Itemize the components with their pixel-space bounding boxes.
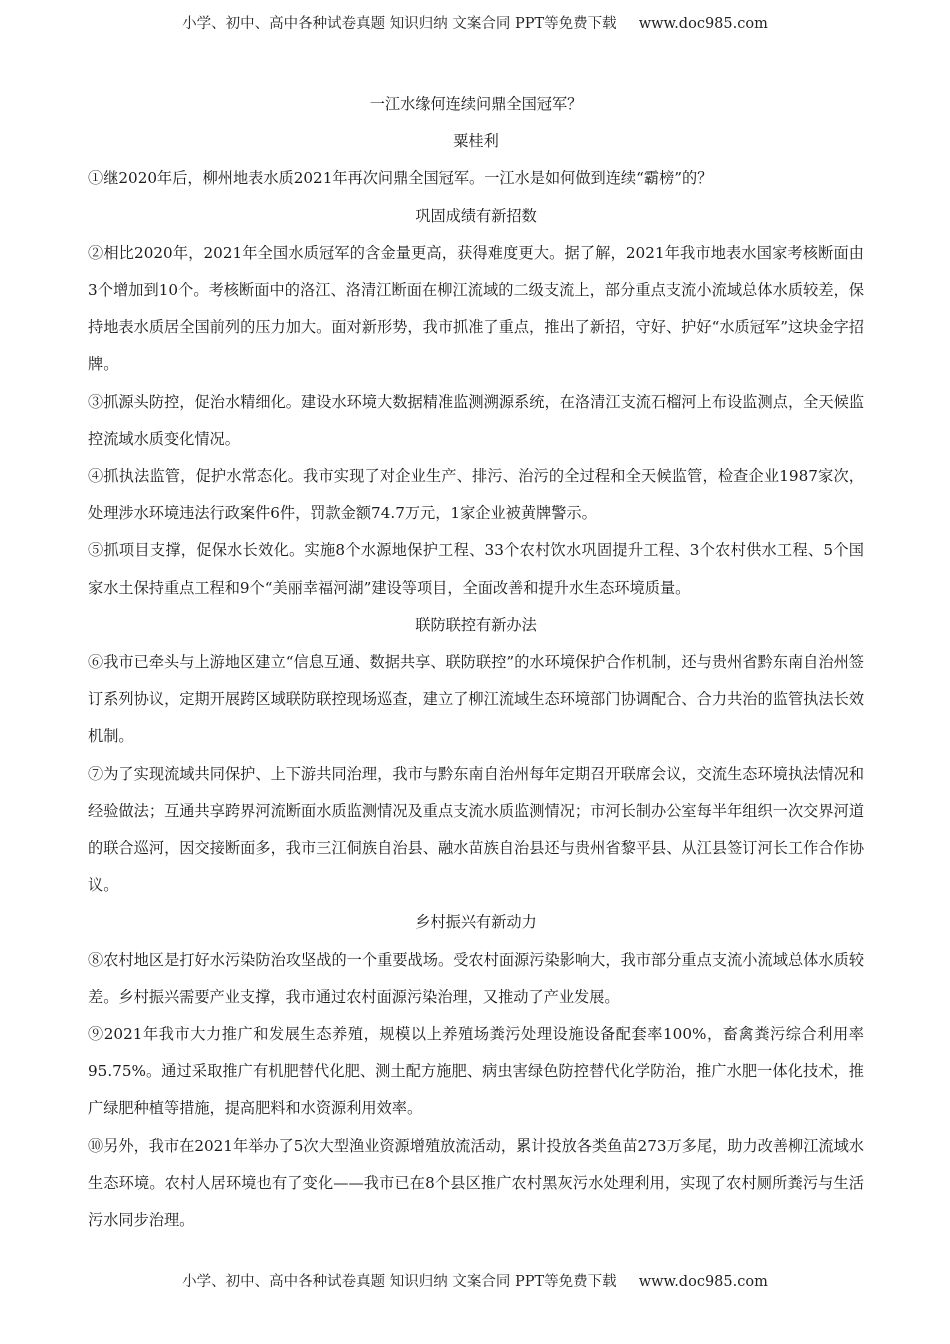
footer-url[interactable]: www.doc985.com (638, 1274, 768, 1290)
paragraph-3: ③抓源头防控，促治水精细化。建设水环境大数据精准监测溯源系统，在洛清江支流石榴河上布设监测点，全天候监控流域水质变化情况。 (88, 392, 864, 448)
article-title: 一江水缘何连续问鼎全国冠军？ (369, 95, 583, 113)
paragraph-2: ②相比2020年，2021年全国水质冠军的含金量更高，获得难度更大。据了解，2021年我市地表水国家考核断面由3个增加到10个。考核断面中的洛江、洛清江断面在柳江流域的二级支流上，部分重点支流小流域总体水质较差，保持地表水质居全国前列的压力加大。面对新形势，我市抓准了重点，推出了新招，守好、护好“水质冠军”这块金字招牌。 (88, 243, 864, 374)
paragraph-9: ⑨2021年我市大力推广和发展生态养殖，规模以上养殖场粪污处理设施设备配套率100%，畜禽粪污综合利用率95.75%。通过采取推广有机肥替代化肥、测土配方施肥、病虫害绿色防控替代化学防治，推广水肥一体化技术，推广绿肥种植等措施，提高肥料和水资源利用效率。 (88, 1025, 864, 1118)
paragraph-6: ⑥我市已牵头与上游地区建立“信息互通、数据共享、联防联控”的水环境保护合作机制，还与贵州省黔东南自治州签订系列协议，定期开展跨区域联防联控现场巡查，建立了柳江流域生态环境部门协调配合、合力共治的监管执法长效机制。 (88, 653, 864, 746)
article-author: 粟桂利 (453, 132, 499, 151)
paragraph-8: ⑧农村地区是打好水污染防治攻坚战的一个重要战场。受农村面源污染影响大，我市部分重点支流小流域总体水质较差。乡村振兴需要产业支撑，我市通过农村面源污染治理，又推动了产业发展。 (88, 950, 864, 1006)
article-body (88, 86, 864, 1239)
paragraph-5: ⑤抓项目支撑，促保水长效化。实施8个水源地保护工程、33个农村饮水巩固提升工程、3个农村供水工程、5个国家水土保持重点工程和9个“美丽幸福河湖”建设等项目，全面改善和提升水生态环境质量。 (88, 541, 864, 597)
header-text: 小学、初中、高中各种试卷真题 知识归纳 文案合同 PPT等免费下载 (182, 16, 617, 32)
header-url[interactable]: www.doc985.com (638, 16, 768, 32)
page-header (0, 12, 950, 33)
paragraph-1: ①继2020年后，柳州地表水质2021年再次问鼎全国冠军。一江水是如何做到连续“霸榜”的？ (88, 169, 713, 188)
paragraph-4: ④抓执法监管，促护水常态化。我市实现了对企业生产、排污、治污的全过程和全天候监管，检查企业1987家次，处理涉水环境违法行政案件6件，罚款金额74.7万元，1家企业被黄牌警示。 (88, 467, 864, 523)
section-heading-1: 巩固成绩有新招数 (415, 206, 537, 225)
footer-text: 小学、初中、高中各种试卷真题 知识归纳 文案合同 PPT等免费下载 (182, 1274, 617, 1290)
paragraph-7: ⑦为了实现流域共同保护、上下游共同治理，我市与黔东南自治州每年定期召开联席会议，交流生态环境执法情况和经验做法；互通共享跨界河流断面水质监测情况及重点支流水质监测情况；市河长制办公室每半年组织一次交界河道的联合巡河，因交接断面多，我市三江侗族自治县、融水苗族自治县还与贵州省黎平县、从江县签订河长工作合作协议。 (88, 764, 864, 895)
section-heading-2: 联防联控有新办法 (415, 615, 537, 634)
section-heading-3: 乡村振兴有新动力 (415, 913, 537, 932)
paragraph-10: ⑩另外，我市在2021年举办了5次大型渔业资源增殖放流活动，累计投放各类鱼苗273万多尾，助力改善柳江流域水生态环境。农村人居环境也有了变化——我市已在8个县区推广农村黑灰污水处理利用，实现了农村厕所粪污与生活污水同步治理。 (88, 1136, 864, 1230)
page-footer (0, 1270, 950, 1291)
